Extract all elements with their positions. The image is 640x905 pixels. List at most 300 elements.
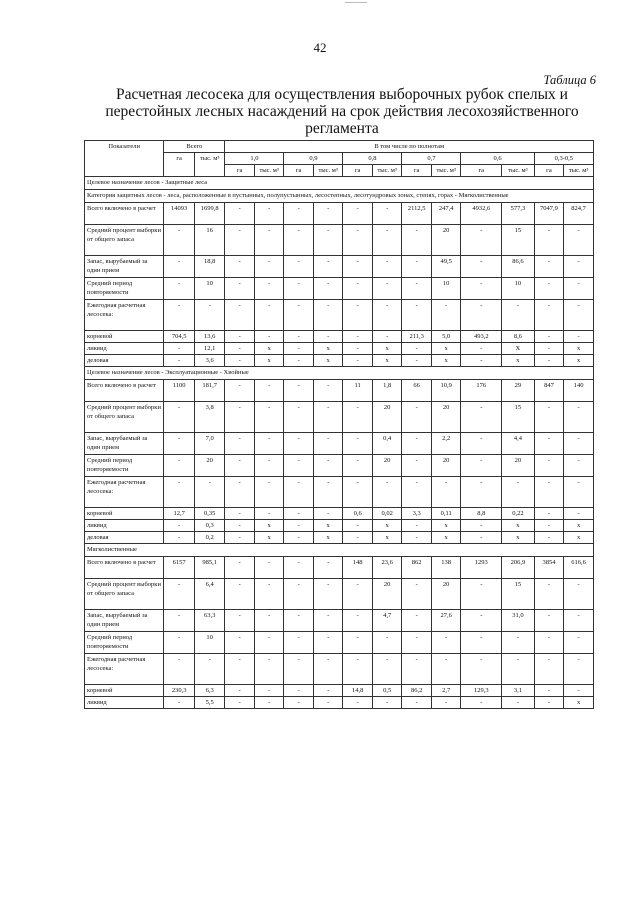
- table-cell: x: [372, 532, 402, 544]
- table-cell: -: [564, 610, 594, 632]
- table-cell: -: [402, 343, 432, 355]
- table-cell: -: [284, 557, 314, 579]
- table-cell: -: [284, 632, 314, 654]
- table-cell: -: [254, 579, 284, 610]
- table-cell: -: [284, 380, 314, 402]
- table-cell: -: [164, 300, 195, 331]
- table-cell: -: [564, 300, 594, 331]
- table-cell: -: [225, 380, 255, 402]
- table-cell: -: [564, 402, 594, 433]
- table-cell: 847: [534, 380, 564, 402]
- table-cell: 4,4: [502, 433, 535, 455]
- allowable-cut-table: [84, 140, 594, 709]
- header-density-5: 0,6: [461, 153, 534, 165]
- table-cell: -: [284, 331, 314, 343]
- table-cell: -: [372, 697, 402, 709]
- page-title: Расчетная лесосека для осуществления выборочных рубок спелых и перестойных лесных насаждений на срок действия лесохозяйственного регламента: [105, 86, 579, 137]
- table-cell: -: [164, 654, 195, 685]
- table-label: Таблица 6: [543, 73, 596, 87]
- table-cell: -: [164, 402, 195, 433]
- table-row: [85, 654, 594, 685]
- table-cell: -: [343, 654, 373, 685]
- table-cell: 230,3: [164, 685, 195, 697]
- table-cell: x: [431, 520, 461, 532]
- table-row: [85, 557, 594, 579]
- table-row: [85, 402, 594, 433]
- table-cell: -: [402, 256, 432, 278]
- table-row: [85, 256, 594, 278]
- table-cell: -: [225, 402, 255, 433]
- row-label: корневой: [85, 508, 164, 520]
- table-cell: x: [313, 532, 343, 544]
- row-label: Средний процент выборки от общего запаса: [85, 225, 164, 256]
- header-total-ha: га: [164, 153, 195, 177]
- table-cell: 616,6: [564, 557, 594, 579]
- row-label: ликвид: [85, 343, 164, 355]
- table-cell: -: [343, 225, 373, 256]
- table-cell: -: [284, 697, 314, 709]
- table-cell: -: [225, 532, 255, 544]
- table-cell: -: [461, 654, 502, 685]
- table-cell: 176: [461, 380, 502, 402]
- table-cell: x: [254, 520, 284, 532]
- table-cell: x: [313, 355, 343, 367]
- row-label: деловая: [85, 355, 164, 367]
- table-cell: -: [284, 685, 314, 697]
- table-cell: -: [225, 697, 255, 709]
- header-total-th-m3: тыс. м³: [194, 153, 225, 177]
- table-cell: 86,2: [402, 685, 432, 697]
- table-cell: -: [534, 402, 564, 433]
- table-cell: -: [254, 508, 284, 520]
- table-cell: -: [343, 433, 373, 455]
- table-cell: -: [372, 203, 402, 225]
- table-cell: x: [313, 520, 343, 532]
- table-cell: -: [313, 654, 343, 685]
- table-cell: -: [502, 697, 535, 709]
- header-total: Всего: [164, 141, 225, 153]
- table-cell: 23,6: [372, 557, 402, 579]
- table-cell: -: [343, 331, 373, 343]
- table-cell: -: [313, 225, 343, 256]
- table-cell: -: [402, 610, 432, 632]
- table-cell: x: [502, 355, 535, 367]
- table-row: [85, 579, 594, 610]
- table-cell: -: [402, 532, 432, 544]
- header-unit-th-m3: тыс. м³: [431, 165, 461, 177]
- table-cell: -: [461, 579, 502, 610]
- row-label: Ежегодная расчетная лесосека:: [85, 654, 164, 685]
- table-cell: -: [343, 278, 373, 300]
- table-cell: -: [534, 610, 564, 632]
- table-cell: 129,3: [461, 685, 502, 697]
- table-cell: 10: [431, 278, 461, 300]
- table-cell: -: [225, 343, 255, 355]
- table-cell: -: [343, 477, 373, 508]
- table-cell: x: [372, 343, 402, 355]
- row-label: Всего включено в расчет: [85, 557, 164, 579]
- table-cell: -: [284, 520, 314, 532]
- table-cell: 49,5: [431, 256, 461, 278]
- table-cell: -: [343, 520, 373, 532]
- table-cell: -: [461, 300, 502, 331]
- table-cell: -: [284, 256, 314, 278]
- table-cell: 20: [372, 579, 402, 610]
- table-cell: -: [313, 300, 343, 331]
- table-cell: -: [343, 532, 373, 544]
- table-cell: -: [284, 455, 314, 477]
- table-cell: -: [564, 455, 594, 477]
- table-cell: -: [372, 225, 402, 256]
- row-label: Средний период повторяемости: [85, 632, 164, 654]
- table-cell: 14093: [164, 203, 195, 225]
- table-cell: 577,3: [502, 203, 535, 225]
- table-row: [85, 355, 594, 367]
- table-cell: 10,9: [431, 380, 461, 402]
- table-cell: -: [284, 610, 314, 632]
- table-cell: -: [194, 654, 225, 685]
- header-density-6: 0,3-0,5: [534, 153, 593, 165]
- table-cell: 12,7: [164, 508, 195, 520]
- table-cell: -: [313, 610, 343, 632]
- table-row: [85, 380, 594, 402]
- table-cell: -: [194, 300, 225, 331]
- table-cell: 8,8: [461, 508, 502, 520]
- section-label: Целевое назначение лесов - Эксплуатационные - Хвойные: [85, 367, 594, 380]
- table-cell: 181,7: [194, 380, 225, 402]
- table-cell: -: [564, 225, 594, 256]
- table-cell: -: [343, 402, 373, 433]
- table-cell: -: [284, 508, 314, 520]
- row-label: Ежегодная расчетная лесосека:: [85, 300, 164, 331]
- table-cell: -: [225, 355, 255, 367]
- table-cell: x: [254, 355, 284, 367]
- table-cell: 20: [372, 402, 402, 433]
- table-cell: -: [313, 697, 343, 709]
- table-cell: -: [254, 203, 284, 225]
- table-cell: -: [254, 380, 284, 402]
- table-cell: -: [225, 508, 255, 520]
- table-cell: x: [564, 343, 594, 355]
- table-cell: 8,6: [502, 331, 535, 343]
- table-cell: -: [402, 579, 432, 610]
- table-cell: -: [313, 331, 343, 343]
- table-cell: 20: [431, 579, 461, 610]
- table-cell: 862: [402, 557, 432, 579]
- table-cell: -: [225, 632, 255, 654]
- table-cell: x: [564, 355, 594, 367]
- table-cell: -: [313, 477, 343, 508]
- table-cell: -: [254, 433, 284, 455]
- table-cell: 10: [502, 278, 535, 300]
- row-label: Запас, вырубаемый за один прием: [85, 433, 164, 455]
- header-unit-ha: га: [402, 165, 432, 177]
- table-cell: x: [254, 532, 284, 544]
- table-cell: -: [402, 455, 432, 477]
- header-density-2: 0,9: [284, 153, 343, 165]
- table-cell: -: [225, 477, 255, 508]
- table-cell: 1699,8: [194, 203, 225, 225]
- table-cell: 10: [194, 278, 225, 300]
- table-cell: 29: [502, 380, 535, 402]
- table-cell: -: [164, 455, 195, 477]
- table-cell: -: [534, 477, 564, 508]
- table-cell: -: [402, 402, 432, 433]
- table-cell: -: [164, 632, 195, 654]
- table-cell: -: [534, 455, 564, 477]
- table-header-row-1: [85, 141, 594, 153]
- table-cell: -: [313, 203, 343, 225]
- header-unit-th-m3: тыс. м³: [502, 165, 535, 177]
- table-cell: 66: [402, 380, 432, 402]
- table-cell: x: [254, 343, 284, 355]
- table-cell: -: [284, 300, 314, 331]
- table-cell: -: [502, 477, 535, 508]
- table-row: [85, 203, 594, 225]
- table-cell: -: [402, 697, 432, 709]
- table-cell: -: [461, 402, 502, 433]
- table-cell: -: [372, 632, 402, 654]
- table-cell: X: [502, 343, 535, 355]
- table-cell: -: [284, 225, 314, 256]
- table-row: [85, 433, 594, 455]
- header-unit-th-m3: тыс. м³: [313, 165, 343, 177]
- table-cell: -: [164, 610, 195, 632]
- table-cell: 11: [343, 380, 373, 402]
- row-label: Средний процент выборки от общего запаса: [85, 402, 164, 433]
- table-cell: x: [431, 532, 461, 544]
- table-row: [85, 455, 594, 477]
- table-cell: 0,5: [372, 685, 402, 697]
- row-label: Всего включено в расчет: [85, 380, 164, 402]
- table-cell: 16: [194, 225, 225, 256]
- row-label: деловая: [85, 532, 164, 544]
- table-cell: -: [534, 331, 564, 343]
- table-cell: 3854: [534, 557, 564, 579]
- table-row: [85, 278, 594, 300]
- table-cell: -: [225, 225, 255, 256]
- table-cell: -: [564, 433, 594, 455]
- table-cell: -: [254, 455, 284, 477]
- table-cell: 3,3: [402, 508, 432, 520]
- table-cell: -: [461, 343, 502, 355]
- table-cell: 2,2: [431, 433, 461, 455]
- header-density-3: 0,8: [343, 153, 402, 165]
- table-cell: -: [534, 632, 564, 654]
- table-cell: -: [164, 343, 195, 355]
- table-cell: -: [313, 508, 343, 520]
- table-cell: -: [254, 477, 284, 508]
- table-cell: -: [534, 225, 564, 256]
- table-cell: -: [402, 278, 432, 300]
- table-cell: -: [534, 654, 564, 685]
- table-cell: x: [564, 520, 594, 532]
- table-cell: -: [534, 508, 564, 520]
- header-unit-ha: га: [343, 165, 373, 177]
- table-cell: -: [534, 433, 564, 455]
- table-cell: -: [431, 477, 461, 508]
- header-unit-ha: га: [284, 165, 314, 177]
- table-cell: -: [372, 654, 402, 685]
- table-cell: -: [164, 520, 195, 532]
- table-cell: -: [343, 632, 373, 654]
- table-cell: 0,4: [372, 433, 402, 455]
- table-cell: -: [534, 300, 564, 331]
- table-cell: 206,9: [502, 557, 535, 579]
- table-cell: 7047,9: [534, 203, 564, 225]
- table-cell: -: [225, 331, 255, 343]
- table-cell: -: [402, 477, 432, 508]
- table-cell: -: [461, 278, 502, 300]
- table-cell: -: [225, 300, 255, 331]
- table-row: [85, 520, 594, 532]
- row-label: Средний процент выборки от общего запаса: [85, 579, 164, 610]
- section-label: Мягколиственные: [85, 544, 594, 557]
- table-cell: -: [534, 256, 564, 278]
- table-cell: -: [254, 300, 284, 331]
- table-cell: 3,8: [194, 402, 225, 433]
- row-label: корневой: [85, 331, 164, 343]
- table-cell: -: [254, 557, 284, 579]
- table-cell: x: [431, 343, 461, 355]
- table-cell: 6,3: [194, 685, 225, 697]
- table-cell: -: [284, 433, 314, 455]
- table-cell: -: [225, 610, 255, 632]
- table-row: [85, 225, 594, 256]
- table-cell: 3,6: [194, 355, 225, 367]
- table-cell: 1293: [461, 557, 502, 579]
- table-cell: -: [343, 610, 373, 632]
- table-cell: 6,4: [194, 579, 225, 610]
- table-row: [85, 300, 594, 331]
- table-cell: -: [343, 579, 373, 610]
- table-cell: -: [284, 355, 314, 367]
- table-cell: -: [284, 278, 314, 300]
- table-cell: -: [225, 433, 255, 455]
- header-unit-ha: га: [225, 165, 255, 177]
- table-cell: -: [402, 225, 432, 256]
- table-cell: 493,2: [461, 331, 502, 343]
- table-cell: -: [284, 654, 314, 685]
- row-label: Средний период повторяемости: [85, 455, 164, 477]
- table-cell: -: [254, 225, 284, 256]
- section-label: Целевое назначение лесов - Защитные леса: [85, 177, 594, 190]
- table-cell: 10: [194, 632, 225, 654]
- table-cell: -: [431, 300, 461, 331]
- row-label: Запас, вырубаемый за один прием: [85, 256, 164, 278]
- table-cell: 15: [502, 579, 535, 610]
- table-cell: -: [564, 654, 594, 685]
- table-row: [85, 343, 594, 355]
- table-cell: -: [564, 256, 594, 278]
- table-cell: -: [534, 343, 564, 355]
- table-cell: -: [254, 654, 284, 685]
- table-cell: -: [313, 380, 343, 402]
- header-unit-th-m3: тыс. м³: [254, 165, 284, 177]
- table-cell: -: [372, 477, 402, 508]
- table-cell: 14,8: [343, 685, 373, 697]
- table-cell: 31,0: [502, 610, 535, 632]
- table-cell: -: [402, 355, 432, 367]
- table-cell: -: [164, 278, 195, 300]
- table-cell: 1,8: [372, 380, 402, 402]
- table-cell: 0,2: [194, 532, 225, 544]
- table-cell: -: [225, 278, 255, 300]
- table-cell: -: [343, 256, 373, 278]
- table-cell: 27,6: [431, 610, 461, 632]
- table-cell: -: [313, 402, 343, 433]
- table-cell: -: [164, 355, 195, 367]
- table-cell: -: [164, 225, 195, 256]
- table-row: [85, 610, 594, 632]
- table-cell: 15: [502, 225, 535, 256]
- table-cell: 20: [431, 225, 461, 256]
- table-cell: -: [313, 455, 343, 477]
- table-cell: 20: [194, 455, 225, 477]
- table-row: [85, 508, 594, 520]
- table-cell: -: [225, 256, 255, 278]
- scan-artifact: [345, 2, 367, 3]
- table-cell: -: [225, 455, 255, 477]
- header-density-4: 0,7: [402, 153, 461, 165]
- table-cell: -: [534, 278, 564, 300]
- header-indicators: Показатели: [85, 141, 164, 177]
- table-cell: -: [461, 455, 502, 477]
- table-cell: 20: [431, 402, 461, 433]
- table-cell: -: [564, 278, 594, 300]
- table-cell: -: [461, 610, 502, 632]
- table-cell: 0,35: [194, 508, 225, 520]
- table-cell: -: [313, 433, 343, 455]
- table-cell: x: [564, 532, 594, 544]
- table-cell: 148: [343, 557, 373, 579]
- header-unit-ha: га: [461, 165, 502, 177]
- table-cell: 0,6: [343, 508, 373, 520]
- table-row: [85, 532, 594, 544]
- table-cell: 2112,5: [402, 203, 432, 225]
- table-cell: -: [402, 654, 432, 685]
- table-cell: -: [372, 331, 402, 343]
- table-cell: 12,1: [194, 343, 225, 355]
- table-cell: -: [254, 256, 284, 278]
- table-cell: 6157: [164, 557, 195, 579]
- table-cell: 138: [431, 557, 461, 579]
- page-number: 42: [313, 40, 327, 55]
- header-unit-th-m3: тыс. м³: [372, 165, 402, 177]
- table-cell: -: [254, 331, 284, 343]
- table-cell: -: [254, 632, 284, 654]
- table-cell: 18,8: [194, 256, 225, 278]
- table-cell: x: [502, 520, 535, 532]
- table-row: [85, 331, 594, 343]
- table-cell: -: [225, 520, 255, 532]
- section-sublabel-row: [85, 190, 594, 203]
- table-cell: -: [254, 610, 284, 632]
- table-row: [85, 632, 594, 654]
- table-cell: -: [534, 532, 564, 544]
- table-cell: 4932,6: [461, 203, 502, 225]
- table-cell: 4,7: [372, 610, 402, 632]
- table-cell: x: [372, 520, 402, 532]
- table-cell: 2,7: [431, 685, 461, 697]
- table-cell: -: [313, 278, 343, 300]
- table-cell: -: [225, 557, 255, 579]
- table-cell: -: [402, 632, 432, 654]
- header-by-density: В том числе по полнотам: [225, 141, 594, 153]
- table-cell: -: [372, 300, 402, 331]
- table-row: [85, 685, 594, 697]
- table-cell: -: [372, 278, 402, 300]
